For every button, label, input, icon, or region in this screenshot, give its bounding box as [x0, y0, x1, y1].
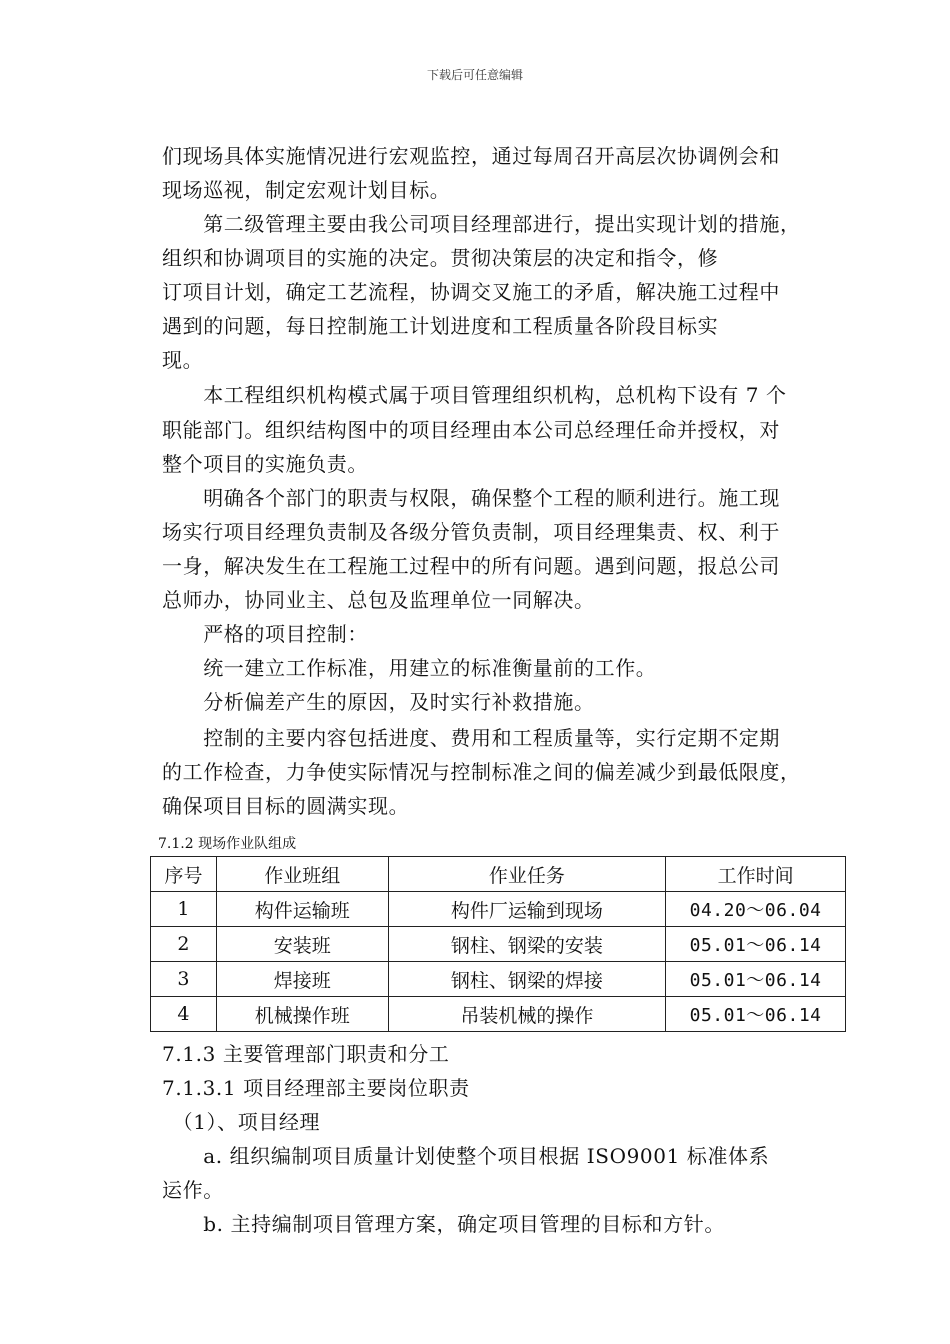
- table-cell: 05.01～06.14: [666, 962, 846, 997]
- text-line: b. 主持编制项目管理方案，确定项目管理的目标和方针。: [162, 1212, 725, 1236]
- subsection-title: （1）、项目经理: [162, 1110, 321, 1134]
- table-cell: 钢柱、钢梁的安装: [388, 927, 666, 962]
- header-cell: 工作时间: [666, 857, 846, 892]
- text-line: 的工作检查，力争使实际情况与控制标准之间的偏差减少到最低限度，: [162, 760, 801, 784]
- table-cell: 05.01～06.14: [666, 927, 846, 962]
- text-line: 统一建立工作标准，用建立的标准衡量前的工作。: [162, 656, 657, 680]
- text-line: 第二级管理主要由我公司项目经理部进行，提出实现计划的措施，: [162, 212, 801, 236]
- table-row: [151, 892, 846, 927]
- text-line: 控制的主要内容包括进度、费用和工程质量等，实行定期不定期: [162, 726, 780, 750]
- text-line: 明确各个部门的职责与权限，确保整个工程的顺利进行。施工现: [162, 486, 780, 510]
- table-cell: 钢柱、钢梁的焊接: [388, 962, 666, 997]
- text-line: 本工程组织机构模式属于项目管理组织机构，总机构下设有 7 个: [162, 383, 787, 407]
- table-row: [151, 997, 846, 1032]
- table-cell: 1: [151, 892, 217, 927]
- text-line: 现。: [162, 348, 204, 372]
- text-line: 现场巡视，制定宏观计划目标。: [162, 178, 451, 202]
- text-line: a. 组织编制项目质量计划使整个项目根据 ISO9001 标准体系: [162, 1144, 770, 1168]
- table-cell: 机械操作班: [216, 997, 388, 1032]
- table-cell: 04.20～06.04: [666, 892, 846, 927]
- text-line: 运作。: [162, 1178, 224, 1202]
- table-cell: 吊装机械的操作: [388, 997, 666, 1032]
- text-line: 整个项目的实施负责。: [162, 452, 368, 476]
- text-line: 们现场具体实施情况进行宏观监控，通过每周召开高层次协调例会和: [162, 144, 780, 168]
- page-header: 下载后可任意编辑: [426, 68, 523, 82]
- text-line: 总师办，协同业主、总包及监理单位一同解决。: [162, 588, 595, 612]
- table-cell: 焊接班: [216, 962, 388, 997]
- section-title-7131: 7.1.3.1 项目经理部主要岗位职责: [162, 1076, 470, 1100]
- text-line: 分析偏差产生的原因，及时实行补救措施。: [162, 690, 595, 714]
- text-line: 职能部门。组织结构图中的项目经理由本公司总经理任命并授权，对: [162, 418, 780, 442]
- section-title-713: 7.1.3 主要管理部门职责和分工: [162, 1042, 450, 1066]
- table-header-row: [151, 857, 846, 892]
- table-cell: 2: [151, 927, 217, 962]
- header-cell: 作业任务: [388, 857, 666, 892]
- text-line: 组织和协调项目的实施的决定。贯彻决策层的决定和指令，修: [162, 246, 719, 270]
- table-cell: 构件运输班: [216, 892, 388, 927]
- table-row: [151, 962, 846, 997]
- section-title-712: 7.1.2 现场作业队组成: [158, 836, 297, 852]
- text-line: 场实行项目经理负责制及各级分管负责制，项目经理集责、权、利于: [162, 520, 780, 544]
- table-cell: 3: [151, 962, 217, 997]
- table-cell: 4: [151, 997, 217, 1032]
- table-cell: 05.01～06.14: [666, 997, 846, 1032]
- text-line: 确保项目目标的圆满实现。: [162, 794, 410, 818]
- table-row: [151, 927, 846, 962]
- header-cell: 序号: [151, 857, 217, 892]
- text-line: 严格的项目控制：: [162, 622, 368, 646]
- text-line: 一身，解决发生在工程施工过程中的所有问题。遇到问题，报总公司: [162, 554, 780, 578]
- text-line: 遇到的问题，每日控制施工计划进度和工程质量各阶段目标实: [162, 314, 719, 338]
- table-cell: 安装班: [216, 927, 388, 962]
- text-line: 订项目计划，确定工艺流程，协调交叉施工的矛盾，解决施工过程中: [162, 280, 780, 304]
- table-cell: 构件厂运输到现场: [388, 892, 666, 927]
- header-cell: 作业班组: [216, 857, 388, 892]
- crew-table: [150, 856, 846, 1032]
